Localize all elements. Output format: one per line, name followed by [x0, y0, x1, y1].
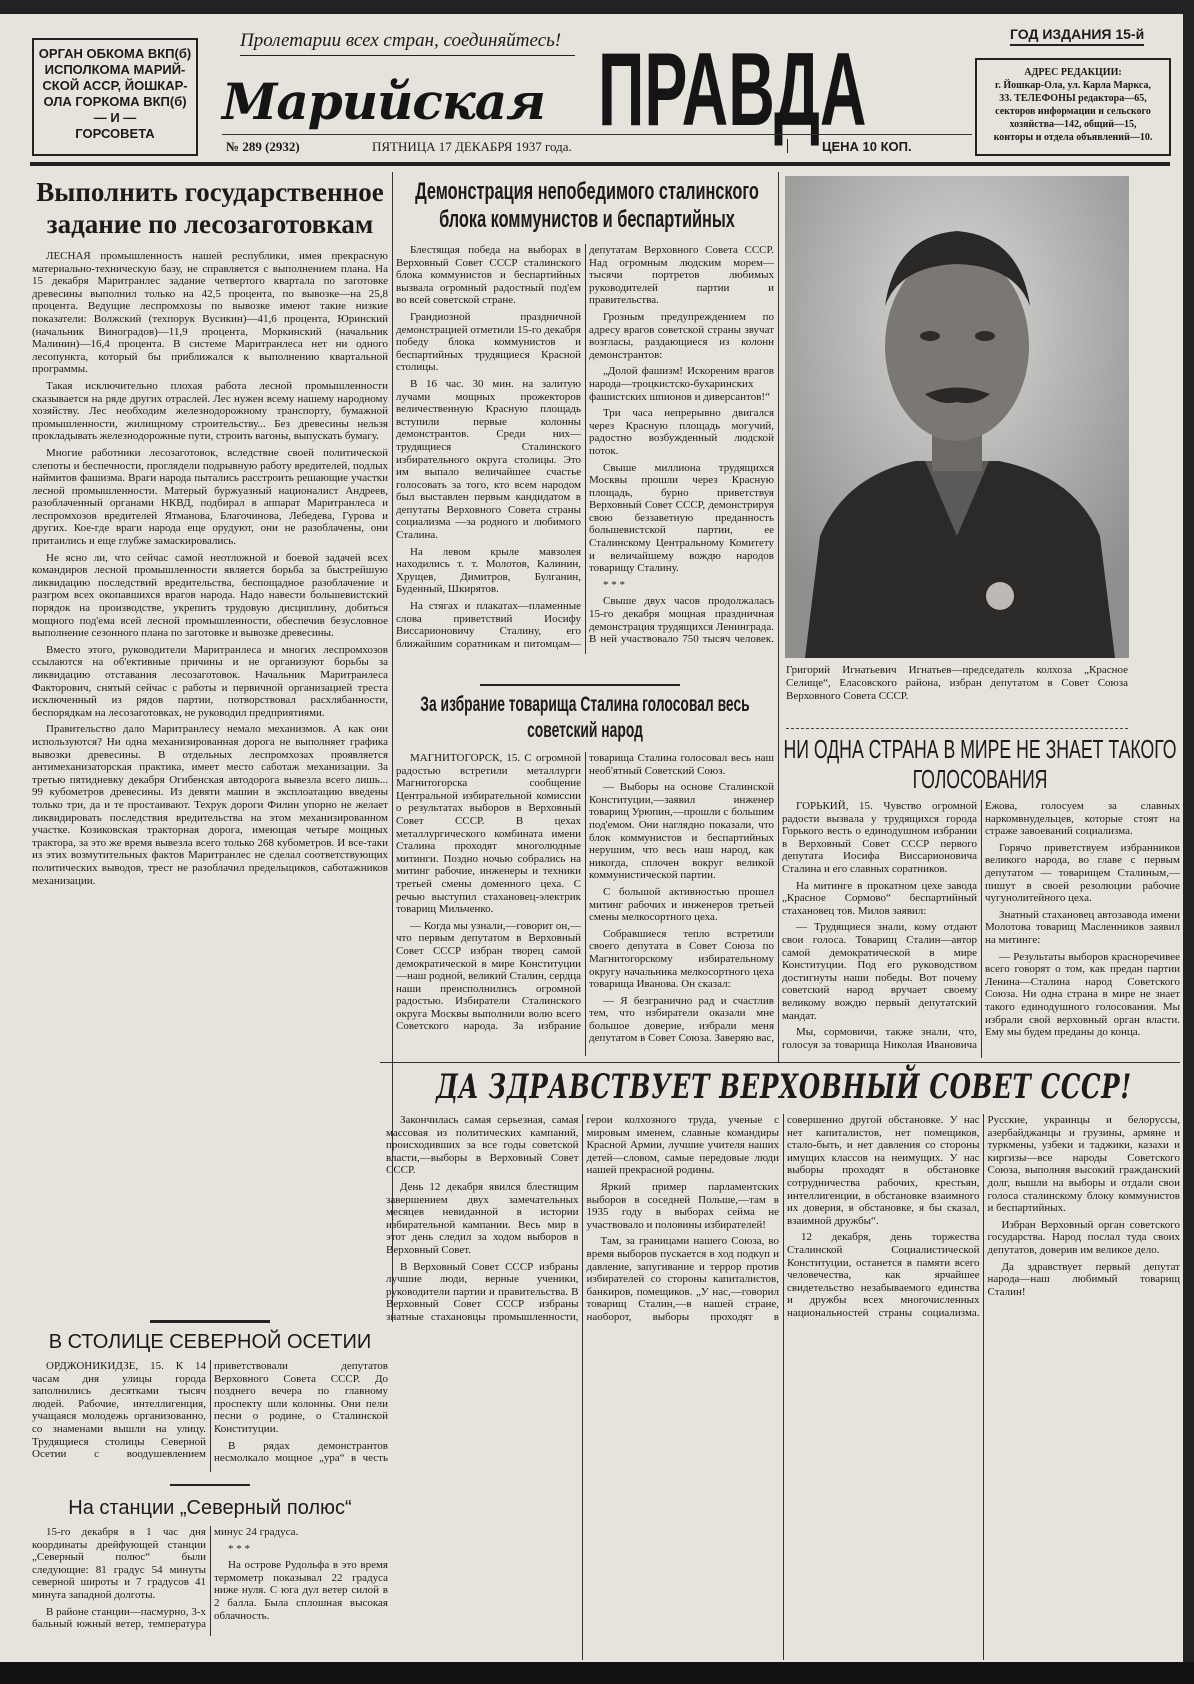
divider	[480, 684, 680, 686]
divider	[150, 1320, 270, 1323]
paragraph: Грозным предупреждением по адресу врагов советской страны звучат возгласы, раздающиеся из колонн демонстрантов:	[589, 310, 774, 361]
stalin-article	[396, 752, 774, 1056]
page-edge-top	[0, 0, 1194, 14]
paragraph: Три часа непрерывно двигался через Красную площадь могучий, радостно возбужденный людской поток.	[589, 407, 774, 457]
address-line: секторов информации и сельского	[995, 106, 1151, 117]
price: ЦЕНА 10 КОП.	[822, 139, 912, 154]
demo-article	[396, 244, 774, 654]
paragraph: Знатный стахановец автозавода имени Молотова товарищ Масленников заявил на митинге:	[985, 908, 1180, 946]
paragraph: Такая исключительно плохая работа лесной промышленности сказывается на ряде других отраслей. Лес нужен всему нашему народному хозяйству. Лес необходим железнодорожному транспорту, бумажной промышленности, жилищному строительству... Без древесины нельзя прокладывать железнодорожные пути, строить вагоны, выпускать бумагу.	[32, 379, 388, 443]
ossetia-headline: В СТОЛИЦЕ СЕВЕРНОЙ ОСЕТИИ	[48, 1331, 372, 1353]
paragraph: С большой активностью прошел митинг рабочих и инженеров третьей смены мелкосортного цеха.	[589, 885, 774, 924]
paragraph: В рядах демонстрантов несмолкало мощное „ура“ в честь	[214, 1439, 388, 1465]
paragraph: Избран Верховный орган советского государства. Народ послал туда своих депутатов, доверив им великое дело.	[987, 1218, 1180, 1256]
forest-headline: Выполнить государственное задание по лесозаготовкам	[36, 177, 384, 239]
paragraph: ЛЕСНАЯ промышленность нашей республики, имея прекрасную материально-техническую базу, не справляется с выполнением плана. На 15 декабря Маритранлес задание четвертого квартала по заготовке древесины выполнил только на 42,5 процента, по вывозке—на 25,8 процента. Ведущие леспромхозы по вывозке имеют такие низкие показатели: Волжский (техпорук Вусикин)—41,6 процента, Юринский (начальник Виноградов)—11,9 процента, Моркинский (начальник Малинин)—16,4 процента. В системе Маритранлеса нет ни одного лесопункта, который бы приближался к выполнению квартальной программы.	[32, 250, 388, 376]
slogan: Пролетарии всех стран, соединяйтесь!	[240, 30, 575, 56]
organ-line: СКОЙ АССР, ЙОШКАР-	[42, 78, 188, 93]
divider	[170, 1484, 250, 1486]
paragraph: На митинге в прокатном цехе завода „Красное Сормово“ беспартийный стахановец тов. Милов заявил:	[782, 879, 977, 917]
paragraph: * * *	[228, 1542, 250, 1555]
paragraph: МАГНИТОГОРСК, 15. С огромной радостью встретили металлурги Магнитогорска сообщение Центральной избирательной комиссии о результатах выборов в Верховный Совет СССР. В цехах металлургического комбината имени Сталина проходят многолюдные митинги. Поздно ночью собрались на митинг рабочие, инженеры и техники третьей смены доменного цеха. С речью выступил стахановец-электрик товарищ Мильченко.	[396, 752, 581, 916]
column-rule	[778, 172, 779, 1062]
paragraph: Закончилась самая серьезная, самая массовая из политических кампаний, происходивших за все годы советской власти,—выборы в Верховный Совет СССР.	[386, 1114, 579, 1177]
paragraph: Горячо приветствуем избранников великого народа, во главе с первым депутатом — товарищем Сталиным,—пишут в своей резолюции рабочие чугунолитейного цеха.	[985, 841, 1180, 905]
paragraph: — Результаты выборов красноречивее всего говорят о том, как предан партии Ленина—Сталина народ Советского Союза. Ни одна страна в мире не знает такого единодушного голосования. Мы избрали свой верховный орган власти. Ему мы будем преданы до конца.	[985, 950, 1180, 1039]
paragraph: Не ясно ли, что сейчас самой неотложной и боевой задачей всех командиров лесной промышленности является борьба за быстрейшую ликвидацию последствий вредительства, беспощадное разоблачение и разгром всех окопавшихся врагов народа. Надо навести большевистский порядок на производстве, укрепить трудовую дисциплину, добиться мощного под'ема всей лесной промышленности, обеспечив безусловное выполнение сезонного плана по заготовке и вывозке древесины.	[32, 551, 388, 640]
paragraph: „Долой фашизм! Искореним врагов народа—троцкистско-бухаринских фашистских шпионов и диверсантов!“	[589, 365, 774, 403]
pole-headline: На станции „Северный полюс“	[68, 1497, 352, 1519]
issue-bar	[222, 134, 972, 157]
editorial-headline: ДА ЗДРАВСТВУЕТ ВЕРХОВНЫЙ СОВЕТ СССР!	[436, 1067, 1132, 1107]
photo-caption: Григорий Игнатьевич Игнатьев—председатель колхоза „Красное Селище“, Еласовского района, избран депутатом в Совет Союза Верховного Совета СССР.	[786, 664, 1128, 702]
paragraph: 12 декабря, день торжества Сталинской Социалистической Конституции, останется в памяти всего человечества, как ярчайшее свидетельство незабываемого единства и дружбы всех многочисленных национальностей страны социализма. Русские, украинцы и белоруссы, азербайджанцы и грузины, армяне и туркмены, узбеки и таджики, казахи и киргизы—все народы Советского Союза, выполняя высокий гражданский долг, вышли на выборы и отдали свои голоса сталинскому блоку коммунистов и беспартийных.	[787, 1114, 1180, 1319]
paragraph: На стягах и плакатах—пламенные слова приветствий Иосифу Виссарионовичу Сталину, его ближайшим соратникам и питомцам—депутатам Верховного Совета СССР. Над огромным людским морем—тысячи портретов любимых руководителей партии и правительства.	[396, 244, 774, 650]
paragraph: Многие работники лесозаготовок, вследствие своей политической слепоты и беспечности, проглядели подрывную работу вредителей, подлых наймитов фашизма. Враги народа пытались расстроить решающие участки лесной промышленности. Матерый буржуазный националист Андреев, разоблаченный органами НКВД, подбирал в аппарат Маритранлеса и леспромхозов вредителей Ятманова, Благочинова, Лебедева, Гурова и других. Кое-где враги народа еще орудуют, они не разоблачены, они притаились и еще глубже замаскировались.	[32, 446, 388, 548]
masthead-rule	[30, 162, 1170, 166]
divider	[786, 728, 1128, 730]
organ-line: ИСПОЛКОМА МАРИЙ-	[44, 62, 186, 77]
paragraph: В Верховный Совет СССР избраны лучшие люди, верные ученики, руководители партии и правительства. В Верховный Совет СССР избраны знатные стахановцы промышленности, герои колхозного труда, ученые с мировым именем, славные командиры Красной Армии, лучшие учителя наших детей—словом, самые передовые люди нашей прекрасной родины.	[386, 1114, 779, 1323]
organ-line: ГОРСОВЕТА	[75, 126, 155, 141]
gorky-article	[782, 800, 1180, 1058]
paragraph: — Когда мы узнали,—говорит он,—что первым депутатом в Верховный Совет СССР избран творец самой демократической в мире Конституции—наш родной, великий Сталин, сердца наши преисполнились огромной радостью. Избиратели Сталинского округа Москвы выполнили волю всего Советского народа. За избрание товарища Сталина голосовал весь наш необ'ятный Советский Союз.	[396, 752, 774, 1033]
paragraph: Блестящая победа на выборах в Верховный Совет СССР сталинского блока коммунистов и беспартийных вызвала огромный радостный под'ем во всей советской стране.	[396, 244, 581, 307]
gorky-headline: НИ ОДНА СТРАНА В МИРЕ НЕ ЗНАЕТ ТАКОГО ГОЛОСОВАНИЯ	[783, 734, 1177, 794]
paragraph: Собравшиеся тепло встретили своего депутата в Совет Союза по Магнитогорскому избирательному округу начальника мелкосортного цеха товарища Иванова. Он сказал:	[589, 927, 774, 991]
paragraph: 15-го декабря в 1 час дня координаты дрейфующей станции „Северный полюс“ были следующие: 81 градус 54 минуты северной широты и 7 градусов 41 минута западной долготы.	[32, 1526, 206, 1601]
organ-line: ОРГАН ОБКОМА ВКП(б)	[38, 46, 192, 61]
paragraph: Свыше миллиона трудящихся Москвы прошли через Красную площадь, бурно приветствуя Верховный Совет СССР, демонстрируя свою беззаветную преданность большевистской партии, ее Сталинскому Центральному Комитету и величайшему вождю народов товарищу Сталину.	[589, 461, 774, 575]
paragraph: День 12 декабря явился блестящим завершением двух замечательных месяцев невиданной в истории избирательной кампании. Весь мир в этот день следил за ходом выборов в Верховный Совет.	[386, 1180, 579, 1256]
paragraph: * * *	[603, 578, 625, 591]
issue-separator	[787, 139, 788, 153]
page-edge-right	[1183, 0, 1194, 1684]
paragraph: ОРДЖОНИКИДЗЕ, 15. К 14 часам дня улицы города заполнились десятками тысяч людей. Рабочие, интеллигенция, учащаяся молодежь организованно, со знаменами вышли на улицу. Трудящиеся столицы Северной Осетии с воодушевлением приветствовали депутатов Верховного Совета СССР. До позднего вечера по главному проспекту шли колонны. Они пели песни о родине, о Сталинской Конституции.	[32, 1360, 388, 1461]
paragraph: В районе станции—пасмурно, 3-х бальный южный ветер, температура минус 24 градуса.	[32, 1526, 299, 1631]
organ-line: — И —	[93, 110, 137, 125]
demo-headline: Демонстрация непобедимого сталинского блока коммунистов и беспартийных	[415, 178, 759, 233]
issue-date: ПЯТНИЦА 17 ДЕКАБРЯ 1937 года.	[372, 139, 572, 154]
organ-box	[32, 38, 198, 156]
paragraph: — Я безгранично рад и счастлив тем, что избиратели оказали мне большое доверие, избрали меня депутатом в Совет Союза. Заверяю вас,	[589, 994, 774, 1045]
paragraph: Яркий пример парламентских выборов в соседней Польше,—там в 1935 году в выборах сейма не участвовало и половины избирателей!	[586, 1180, 779, 1231]
paragraph: Мы, сормовичи, также знали, что, голосуя за товарища Николая Ивановича Ежова, голосуем за славных наркомвнудельцев, которые стоят на страже завоеваний социализма.	[782, 800, 1180, 1051]
paragraph: Там, за границами нашего Союза, во время выборов пускается в ход подкуп и давление, запугивание и террор против избирателей со стороны капиталистов, банкиров, помещиков. „У нас,—говорил товарищ Сталин,—в нашей стране, наоборот, выборы проходят в совершенно другой обстановке. У нас нет капиталистов, нет помещиков, стало-быть, и нет давления со стороны имущих классов на неимущих. У нас выборы проходят в обстановке сотрудничества рабочих, крестьян, интеллигенции, в обстановке взаимного их доверия, в обстановке, я бы сказал, взаимной дружбы“.	[586, 1114, 980, 1323]
address-line: конторы и отдела объявлений—10.	[993, 132, 1153, 143]
paragraph: В 16 час. 30 мин. на залитую лучами мощных прожекторов величественную Красную площадь вступили первые колонны демонстрантов. Среди них—трудящиеся Сталинского избирательного округа столицы. Это им выпало величайшее счастье голосовать за того, кто всем народом был выставлен первым кандидатом в депутаты Верховного Совета страны социализма —за родного и любимого Сталина.	[396, 377, 581, 542]
divider	[380, 1062, 1180, 1063]
ossetia-article	[32, 1360, 388, 1472]
address-line: хозяйства—142, общий—15,	[1009, 119, 1137, 130]
paragraph: ГОРЬКИЙ, 15. Чувство огромной радости вызвала у трудящихся города Горького весть о единодушном избрании в Верховный Совет СССР первого депутата Иосифа Виссарионовича Сталина и его славных соратников.	[782, 800, 977, 875]
publication-year: ГОД ИЗДАНИЯ 15-й	[1010, 26, 1144, 46]
paragraph: На левом крыле мавзолея находились т. т. Молотов, Калинин, Хрущев, Димитров, Булганин, Буденный, Шкирятов.	[396, 545, 581, 596]
newspaper-title: ПРАВДА	[598, 32, 867, 148]
address-line: г. Йошкар-Ола, ул. Карла Маркса,	[994, 80, 1151, 91]
stalin-headline: За избрание товарища Сталина голосовал весь советский народ	[420, 693, 750, 742]
issue-number: № 289 (2932)	[226, 139, 300, 154]
editorial-article	[386, 1114, 1180, 1660]
paragraph: Свыше двух часов продолжалась 15-го декабря мощная праздничная демонстрация трудящихся Ленинграда. В ней участвовало 750 тысяч человек.	[589, 595, 774, 646]
address-line: АДРЕС РЕДАКЦИИ:	[1024, 67, 1122, 78]
page-edge-bottom	[0, 1662, 1194, 1684]
title-script: Марийская	[222, 72, 545, 131]
paragraph: Грандиозной праздничной демонстрацией отметили 15-го декабря победу блока коммунистов и беспартийных трудящиеся Красной столицы.	[396, 310, 581, 374]
paragraph: Правительство дало Маритранлесу немало механизмов. А как они используются? Ни одна механизированная дорога не выполняет графика вывозки древесины. В отдельных леспромхозах проявляется антимеханизаторская практика, имеет место саботаж механизации. За третью пятидневку декабря Огибенская автодорога вывезла всего лишь... 99 кубометров древесины. Из девяти машин в эксплоатацию введены только три, да и те простаивают. Техрук дороги Филин упорно не желает ликвидировать последствия вредительства на этом механизированном участке. Козиковская тракторная дорога, имеющая четыре мощных трактора, за это же время вывезла всего только 268 кубометров. И все-таки из этих возмутительных фактов Маритранлес не сделал соответствующих политических выводов, трест не разоблачил предельщиков, саботажников механизации.	[32, 723, 388, 887]
paragraph: — Выборы на основе Сталинской Конституции,—заявил инженер товарищ Урюпин,—прошли с большим под'емом. Они наглядно показали, что блок коммунистов и беспартийных нерушим, что весь наш народ, как никогда, сплочен вокруг великой коммунистической партии.	[589, 781, 774, 882]
paragraph: Да здравствует первый депутат народа—наш любимый товарищ Сталин!	[987, 1260, 1180, 1298]
paragraph: — Трудящиеся знали, кому отдают свои голоса. Товарищ Сталин—автор самой демократической в мире Конституции. Под его руководством достигнуты наши победы. Вот почему советский народ вручает своему великому вождю первый депутатский мандат.	[782, 921, 977, 1022]
paragraph: Вместо этого, руководители Маритранлеса и многих леспромхозов ссылаются на об'ективные причины и не организуют борьбы за ликвидацию отставания лесозаготовок. Начальник Маритранлеса Факторович, снятый сейчас с работы и первичной организацией треста исключенный из рядов партии, потворствовал расхлябанности, беспорядкам на лесозаготовках, не руководил предприятиями.	[32, 643, 388, 719]
paragraph: На острове Рудольфа в это время термометр показывал 22 градуса ниже нуля. С юга дул ветер силой в 2 балла. Была сплошная высокая облачность.	[214, 1559, 388, 1622]
forest-article	[32, 250, 388, 1316]
organ-line: ОЛА ГОРКОМА ВКП(б)	[43, 94, 187, 109]
address-box	[975, 58, 1171, 156]
pole-article	[32, 1526, 388, 1636]
address-line: 33. ТЕЛЕФОНЫ редактора—65,	[999, 93, 1147, 104]
portrait-photo	[785, 176, 1129, 658]
